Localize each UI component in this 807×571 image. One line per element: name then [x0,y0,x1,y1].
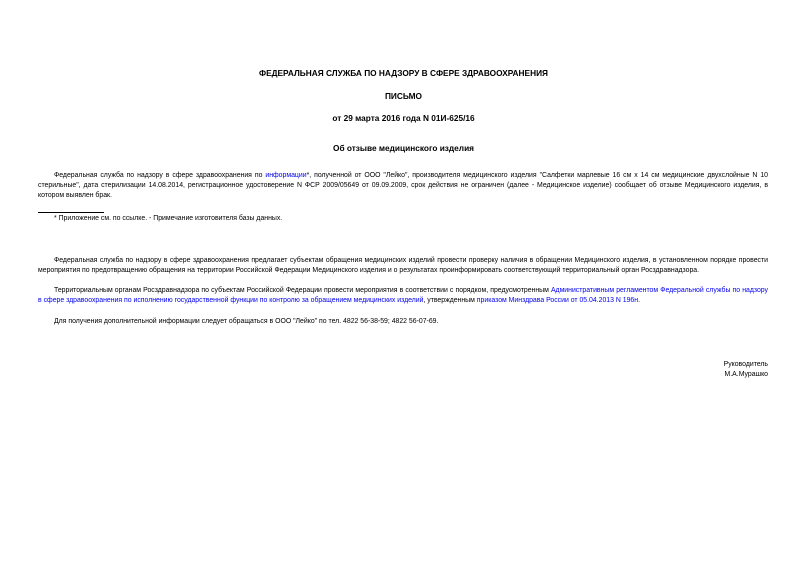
paragraph-1 [38,171,768,201]
document-subject: Об отзыве медицинского изделия [332,143,475,153]
paragraph-4: Для получения дополнительной информации следует обращаться в ООО "Лейко" по тел. 4822 56-38-59; 4822 56-07-69. [54,318,439,325]
footnote: * Приложение см. по ссылке. - Примечание изготовителя базы данных. [54,215,283,222]
paragraph-2: Федеральная служба по надзору в сфере здравоохранения предлагает субъектам обращения медицинских изделий провести проверку наличия в обращении Медицинского изделия, в установленном порядке провести мероприятия по предотвращению обращения на территории Российской Федерации Медицинского изделия и о результатах проинформировать соответствующий территориальный орган Росздравнадзора. [38,257,768,274]
ministry-order-link[interactable]: приказом Минздрава России от 05.04.2013 N 196н [476,297,639,304]
administrative-regulation-link[interactable]: Административным регламентом Федеральной службы по надзору в сфере здравоохранения по исполнению государственной функции по контролю за обращением медицинских изделий [38,287,768,304]
agency-title: ФЕДЕРАЛЬНАЯ СЛУЖБА ПО НАДЗОРУ В СФЕРЕ ЗДРАВООХРАНЕНИЯ [259,68,548,78]
paragraph-1-text-start: Федеральная служба по надзору в сфере здравоохранения по [54,172,266,179]
paragraph-3-text-end: . [638,297,640,304]
paragraph-3 [38,286,768,306]
signature-title: Руководитель [723,361,768,368]
paragraph-1-text-end: *, полученной от ООО "Лейко", производителя медицинского изделия "Салфетки марлевые 16 см x 14 см медицинские двухслойные N 10 стерильные", дата стерилизации 14.08.2014, регистрационное удостоверение N ФСР 2009/05649 от 09.09.2009, срок действия не ограничен (далее - Медицинское изделие) сообщает об отзыве Медицинского изделия, в котором выявлен брак. [38,172,768,199]
document-type: ПИСЬМО [384,91,423,101]
paragraph-3-text-middle: , утвержденным [423,297,477,304]
footnote-divider [38,212,104,213]
paragraph-3-text-start: Территориальным органам Росздравнадзора по субъектам Российской Федерации провести мероприятия в соответствии с порядком, предусмотренным [54,287,551,294]
information-link[interactable]: информации [265,172,307,179]
document-date-number: от 29 марта 2016 года N 01И-625/16 [332,113,475,123]
signature-name: М.А.Мурашко [724,371,768,378]
